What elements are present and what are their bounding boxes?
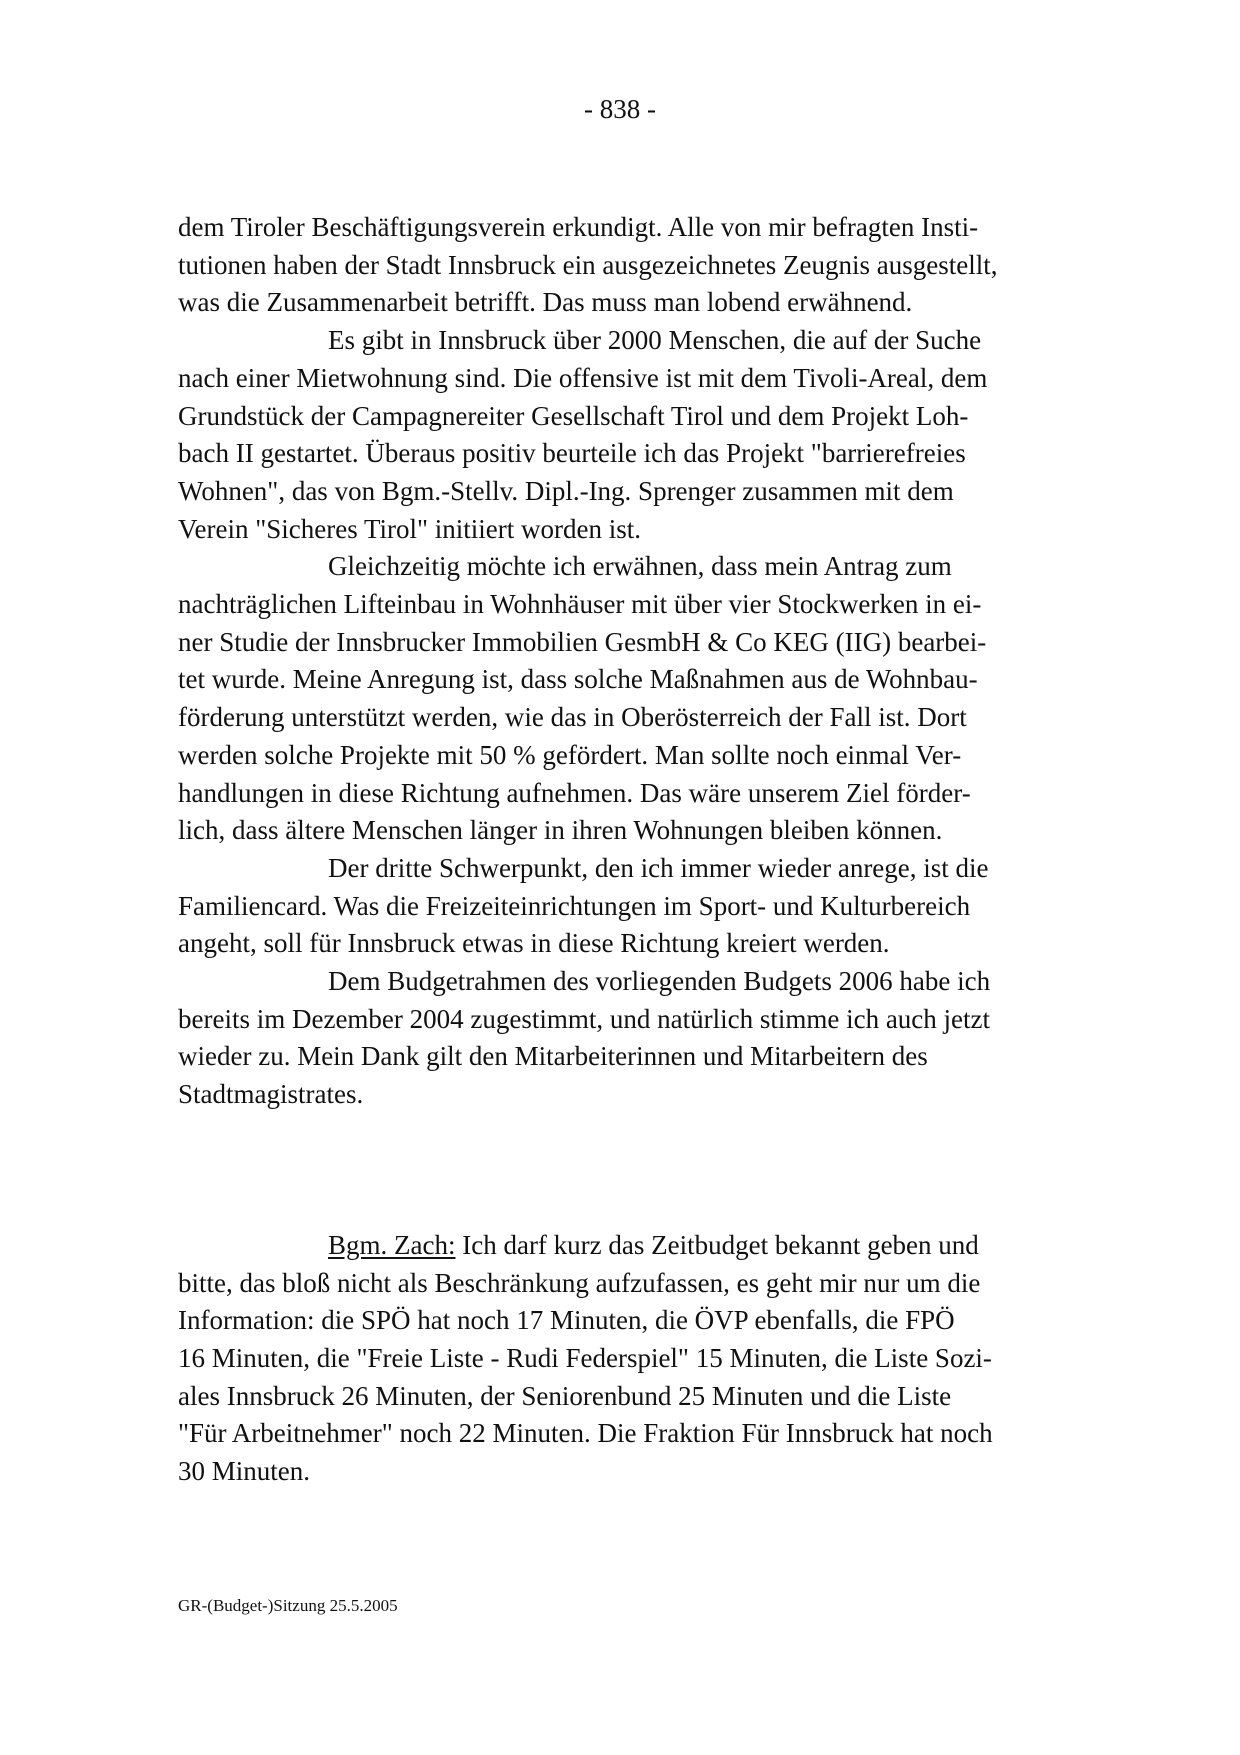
paragraph-5: [178, 963, 1068, 1114]
text-line: lich, dass ältere Menschen länger in ihren Wohnungen bleiben können.: [178, 815, 943, 846]
text-line: Information: die SPÖ hat noch 17 Minuten, die ÖVP ebenfalls, die FPÖ: [178, 1305, 955, 1336]
paragraph-1: [178, 209, 1068, 322]
text-line: bereits im Dezember 2004 zugestimmt, und natürlich stimme ich auch jetzt: [178, 1003, 991, 1034]
text-line: werden solche Projekte mit 50 % gefördert. Man sollte noch einmal Ver-: [178, 739, 962, 770]
page-footer: GR-(Budget-)Sitzung 25.5.2005: [178, 1596, 398, 1615]
text-line: Familiencard. Was die Freizeiteinrichtungen im Sport- und Kulturbereich: [178, 890, 971, 921]
text-line: 16 Minuten, die "Freie Liste - Rudi Federspiel" 15 Minuten, die Liste Sozi-: [178, 1342, 992, 1373]
text-line: Der dritte Schwerpunkt, den ich immer wieder anrege, ist die: [328, 852, 989, 883]
paragraph-4: [178, 850, 1068, 963]
text-line: dem Tiroler Beschäftigungsverein erkundigt. Alle von mir befragten Insti-: [178, 212, 979, 242]
text-line: Es gibt in Innsbruck über 2000 Menschen, die auf der Suche: [328, 325, 982, 356]
text-line: ner Studie der Innsbrucker Immobilien GesmbH & Co KEG (IIG) bearbei-: [178, 626, 987, 657]
text-line: wieder zu. Mein Dank gilt den Mitarbeiterinnen und Mitarbeitern des: [178, 1041, 928, 1072]
text-line: Verein "Sicheres Tirol" initiiert worden ist.: [178, 513, 641, 544]
document-body: [178, 209, 1068, 1491]
page-number: - 838 -: [584, 94, 656, 124]
text-line: bitte, das bloß nicht als Beschränkung aufzufassen, es geht mir nur um die: [178, 1267, 981, 1298]
text-line: ales Innsbruck 26 Minuten, der Seniorenbund 25 Minuten und die Liste: [178, 1380, 952, 1411]
text-line: Wohnen", das von Bgm.-Stellv. Dipl.-Ing. Sprenger zusammen mit dem: [178, 475, 954, 506]
text-line: bach II gestartet. Überaus positiv beurteile ich das Projekt "barrierefreies: [178, 438, 966, 469]
paragraph-2: [178, 322, 1068, 548]
speaker-name: Bgm. Zach:: [328, 1229, 456, 1260]
speech-first-line-text: Ich darf kurz das Zeitbudget bekannt geben und: [455, 1229, 979, 1260]
text-line: Grundstück der Campagnereiter Gesellschaft Tirol und dem Projekt Loh-: [178, 400, 969, 431]
text-line: nachträglichen Lifteinbau in Wohnhäuser mit über vier Stockwerken in ei-: [178, 589, 982, 620]
text-line: nach einer Mietwohnung sind. Die offensive ist mit dem Tivoli-Areal, dem: [178, 362, 988, 393]
text-line: tet wurde. Meine Anregung ist, dass solche Maßnahmen aus de Wohnbau-: [178, 664, 978, 695]
text-line: 30 Minuten.: [178, 1456, 310, 1487]
text-line: Gleichzeitig möchte ich erwähnen, dass mein Antrag zum: [328, 551, 952, 582]
text-line: "Für Arbeitnehmer" noch 22 Minuten. Die Fraktion Für Innsbruck hat noch: [178, 1418, 993, 1449]
text-line: angeht, soll für Innsbruck etwas in diese Richtung kreiert werden.: [178, 928, 890, 959]
paragraph-3: [178, 548, 1068, 850]
text-line: tutionen haben der Stadt Innsbruck ein ausgezeichnetes Zeugnis ausgestellt,: [178, 249, 998, 280]
text-line: was die Zusammenarbeit betrifft. Das muss man lobend erwähnend.: [178, 287, 913, 318]
speech-paragraph: [178, 1227, 1068, 1491]
section-spacer: [178, 1114, 1068, 1227]
text-line: förderung unterstützt werden, wie das in Oberösterreich der Fall ist. Dort: [178, 702, 967, 733]
text-line: Dem Budgetrahmen des vorliegenden Budgets 2006 habe ich: [328, 966, 991, 997]
speech-first-line: [178, 1227, 1068, 1265]
text-line: Stadtmagistrates.: [178, 1079, 364, 1110]
text-line: handlungen in diese Richtung aufnehmen. Das wäre unserem Ziel förder-: [178, 777, 971, 808]
